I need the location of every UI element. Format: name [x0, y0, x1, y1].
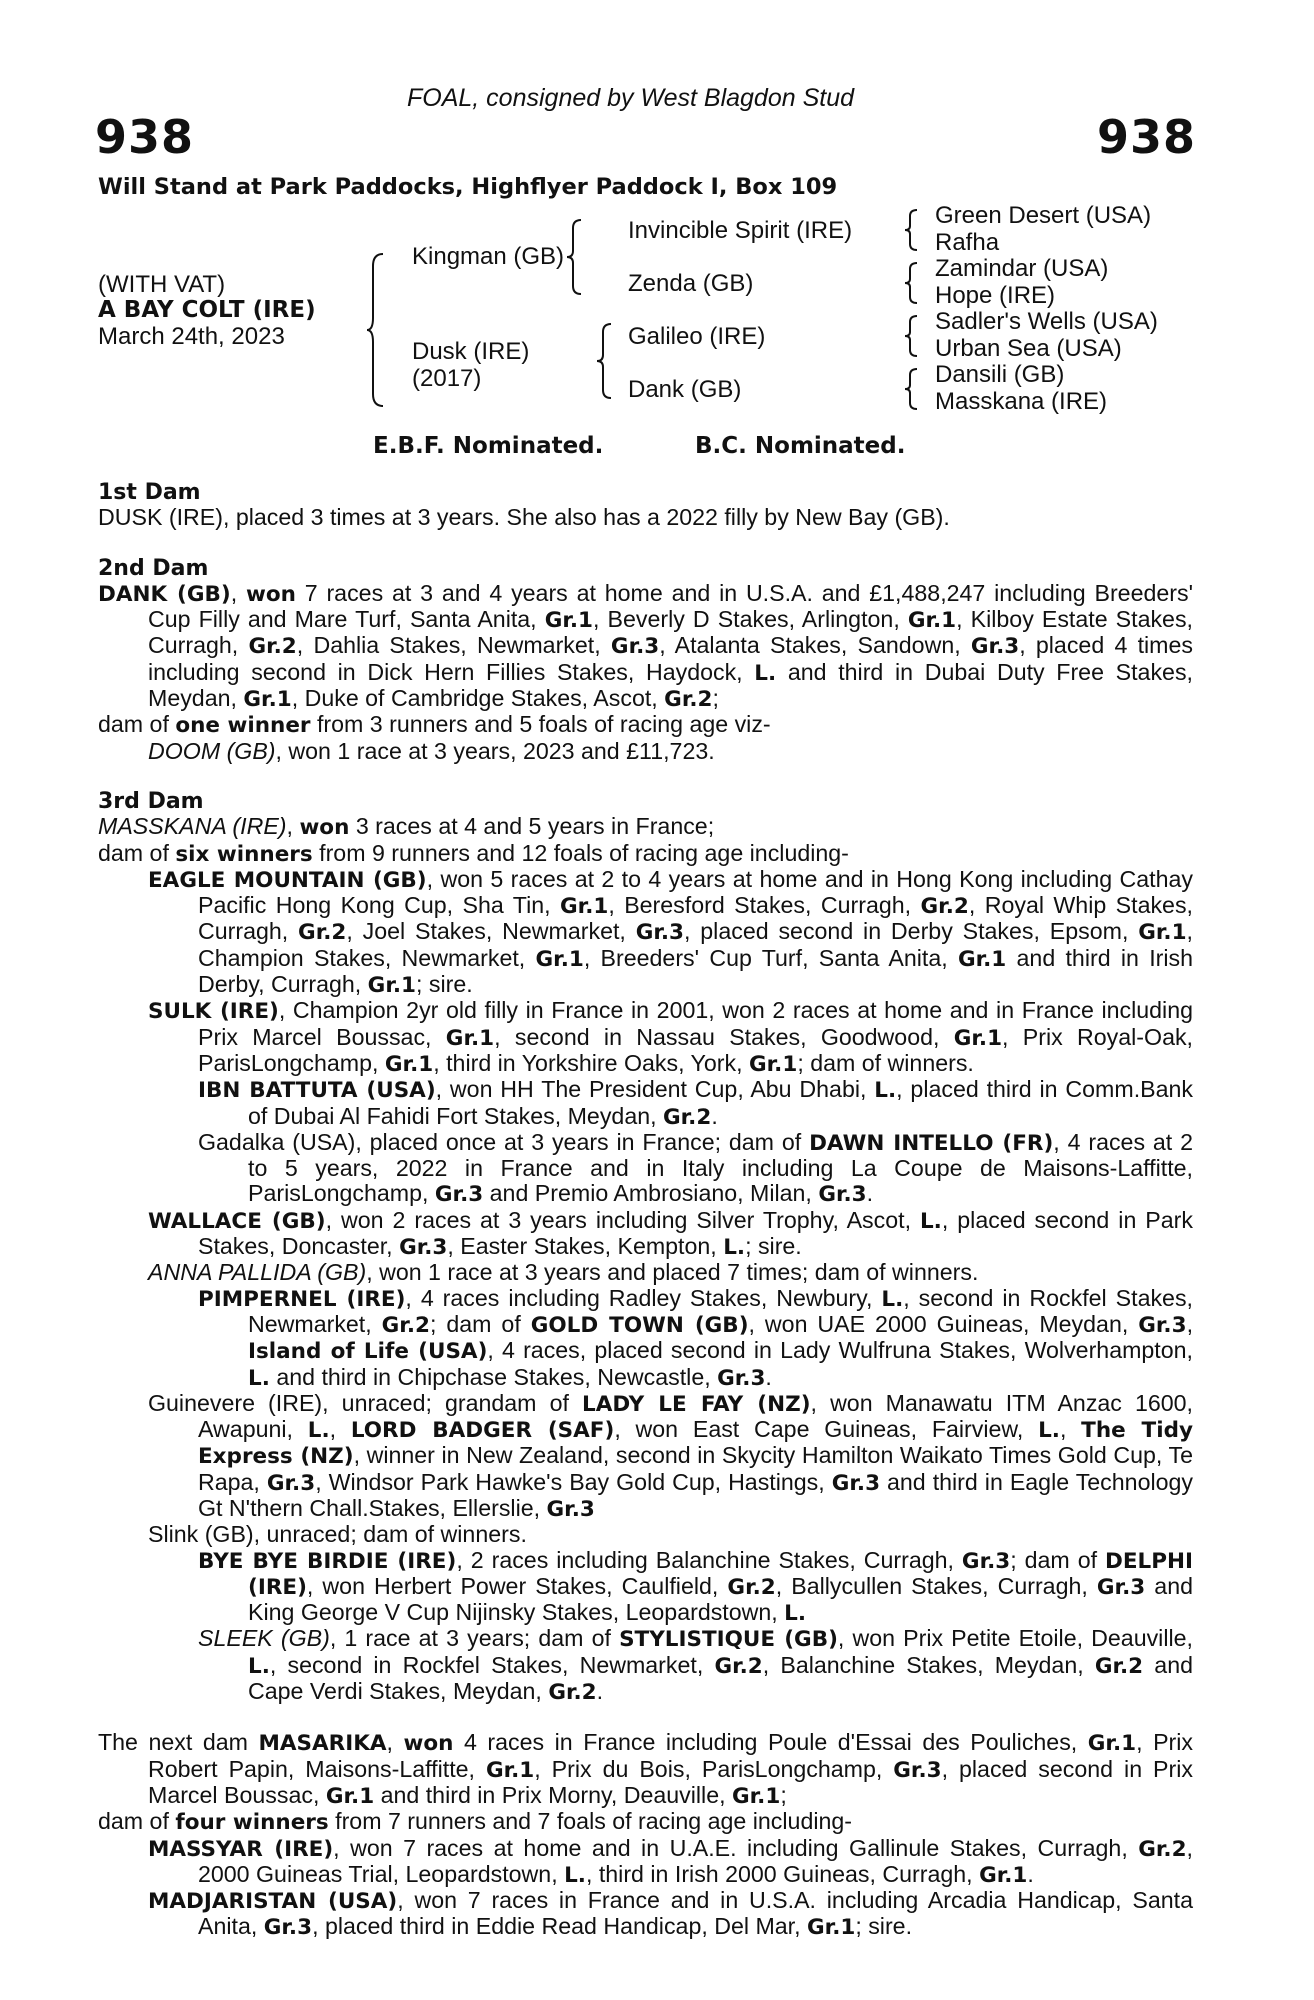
third-dam-paragraph: IBN BATTUTA (USA), won HH The President Cup, Abu Dhabi, L., placed third in Comm.Bank of Dubai Al Fahidi Fort Stakes, Meydan, Gr.2.: [198, 1076, 1193, 1130]
third-dam-heading: 3rd Dam: [98, 788, 204, 814]
pedigree-brace-ds: [903, 314, 921, 358]
second-dam-paragraph: DOOM (GB), won 1 race at 3 years, 2023 and £11,723.: [148, 737, 715, 764]
third-dam-section: [98, 814, 1193, 1705]
first-dam-heading: 1st Dam: [98, 480, 201, 505]
bc-nomination: B.C. Nominated.: [695, 433, 906, 459]
third-dam-paragraph: MASSKANA (IRE), won 3 races at 4 and 5 years in France;: [98, 813, 715, 841]
third-dam-paragraph: BYE BYE BIRDIE (IRE), 2 races including Balanchine Stakes, Curragh, Gr.3; dam of DELPHI (IRE), won Herbert Power Stakes, Caulfield, Gr.2, Ballycullen Stakes, Curragh, Gr.3 and King George V Cup Nijinsky Stakes, Leopardstown, L.: [198, 1546, 1193, 1627]
pedigree-brace-main: [365, 252, 387, 408]
third-dam-paragraph: ANNA PALLIDA (GB), won 1 race at 3 years and placed 7 times; dam of winners.: [148, 1259, 979, 1286]
pedigree-dam-year: (2017): [412, 365, 482, 392]
third-dam-paragraph: Guinevere (IRE), unraced; grandam of LADY LE FAY (NZ), won Manawatu ITM Anzac 1600, Awapuni, L., LORD BADGER (SAF), won East Cape Guineas, Fairview, L., The Tidy Express (NZ), winner in New Zealand, second in Skycity Hamilton Waikato Times Gold Cup, Te Rapa, Gr.3, Windsor Park Hawke's Bay Gold Cup, Hastings, Gr.3 and third in Eagle Technology Gt N'thern Chall.Stakes, Ellerslie, Gr.3: [148, 1389, 1193, 1522]
horse-name: A BAY COLT (IRE): [98, 297, 316, 323]
stand-location: Will Stand at Park Paddocks, Highflyer Paddock I, Box 109: [98, 174, 838, 200]
pedigree-brace-sire: [565, 218, 585, 296]
pedigree-brace-dd: [903, 367, 921, 411]
pedigree-sire-sire: Invincible Spirit (IRE): [628, 217, 853, 244]
pedigree-dss: Sadler's Wells (USA): [935, 308, 1158, 335]
lot-number-right: 938: [1096, 110, 1196, 164]
pedigree-sire: Kingman (GB): [412, 243, 565, 270]
ebf-nomination: E.B.F. Nominated.: [373, 433, 604, 459]
next-dam-paragraph: dam of four winners from 7 runners and 7 foals of racing age including-: [98, 1808, 853, 1836]
third-dam-paragraph: Slink (GB), unraced; dam of winners.: [148, 1521, 527, 1548]
pedigree-brace-dam: [595, 322, 615, 400]
second-dam-paragraph: dam of one winner from 3 runners and 5 foals of racing age viz-: [98, 711, 771, 739]
pedigree-sss: Green Desert (USA): [935, 202, 1152, 229]
next-dam-paragraph: MADJARISTAN (USA), won 7 races in France and in U.S.A. including Arcadia Handicap, Santa Anita, Gr.3, placed third in Eddie Read Handicap, Del Mar, Gr.1; sire.: [148, 1887, 1193, 1941]
catalogue-subtitle: FOAL, consigned by West Blagdon Stud: [407, 84, 855, 112]
pedigree-brace-sd: [903, 261, 921, 305]
pedigree-brace-ss: [903, 208, 921, 252]
next-dam-section: [98, 1730, 1193, 1940]
pedigree-dsd: Urban Sea (USA): [935, 335, 1122, 362]
third-dam-paragraph: dam of six winners from 9 runners and 12 foals of racing age including-: [98, 839, 849, 867]
second-dam-paragraph: DANK (GB), won 7 races at 3 and 4 years at home and in U.S.A. and £1,488,247 including Breeders' Cup Filly and Mare Turf, Santa Anita, Gr.1, Beverly D Stakes, Arlington, Gr.1, Kilboy Estate Stakes, Curragh, Gr.2, Dahlia Stakes, Newmarket, Gr.3, Atalanta Stakes, Sandown, Gr.3, placed 4 times including second in Dick Hern Fillies Stakes, Haydock, L. and third in Dubai Duty Free Stakes, Meydan, Gr.1, Duke of Cambridge Stakes, Ascot, Gr.2;: [98, 579, 1193, 713]
third-dam-paragraph: SULK (IRE), Champion 2yr old filly in France in 2001, won 2 races at home and in France including Prix Marcel Boussac, Gr.1, second in Nassau Stakes, Goodwood, Gr.1, Prix Royal-Oak, ParisLongchamp, Gr.1, third in Yorkshire Oaks, York, Gr.1; dam of winners.: [148, 997, 1193, 1077]
second-dam-section: [98, 581, 1193, 764]
catalogue-body: [98, 480, 1193, 1941]
pedigree-ssd: Rafha: [935, 229, 1000, 256]
vat-note: (WITH VAT): [98, 271, 226, 298]
lot-number-left: 938: [95, 110, 195, 164]
pedigree-sdd: Hope (IRE): [935, 282, 1056, 309]
third-dam-paragraph: SLEEK (GB), 1 race at 3 years; dam of STYLISTIQUE (GB), won Prix Petite Etoile, Deauville, L., second in Rockfel Stakes, Newmarket, Gr.2, Balanchine Stakes, Meydan, Gr.2 and Cape Verdi Stakes, Meydan, Gr.2.: [198, 1625, 1193, 1706]
pedigree-dam-dam: Dank (GB): [628, 376, 742, 403]
third-dam-paragraph: Gadalka (USA), placed once at 3 years in France; dam of DAWN INTELLO (FR), 4 races at 2 to 5 years, 2022 in France and in Italy including La Coupe de Maisons-Laffitte, ParisLongchamp, Gr.3 and Premio Ambrosiano, Milan, Gr.3.: [198, 1128, 1194, 1208]
pedigree-sire-dam: Zenda (GB): [628, 270, 754, 297]
first-dam-text: DUSK (IRE), placed 3 times at 3 years. She also has a 2022 filly by New Bay (GB).: [98, 504, 950, 531]
pedigree-sds: Zamindar (USA): [935, 255, 1109, 282]
next-dam-paragraph: The next dam MASARIKA, won 4 races in France including Poule d'Essai des Pouliches, Gr.1, Prix Robert Papin, Maisons-Laffitte, Gr.1, Prix du Bois, ParisLongchamp, Gr.3, placed second in Prix Marcel Boussac, Gr.1 and third in Prix Morny, Deauville, Gr.1;: [98, 1729, 1193, 1809]
pedigree-ddd: Masskana (IRE): [935, 388, 1108, 415]
pedigree-dam: Dusk (IRE): [412, 338, 530, 365]
second-dam-heading: 2nd Dam: [98, 555, 209, 581]
pedigree-dds: Dansili (GB): [935, 361, 1065, 388]
third-dam-paragraph: WALLACE (GB), won 2 races at 3 years including Silver Trophy, Ascot, L., placed second in Park Stakes, Doncaster, Gr.3, Easter Stakes, Kempton, L.; sire.: [148, 1206, 1193, 1261]
third-dam-paragraph: EAGLE MOUNTAIN (GB), won 5 races at 2 to 4 years at home and in Hong Kong including Cathay Pacific Hong Kong Cup, Sha Tin, Gr.1, Beresford Stakes, Curragh, Gr.2, Royal Whip Stakes, Curragh, Gr.2, Joel Stakes, Newmarket, Gr.3, placed second in Derby Stakes, Epsom, Gr.1, Champion Stakes, Newmarket, Gr.1, Breeders' Cup Turf, Santa Anita, Gr.1 and third in Irish Derby, Curragh, Gr.1; sire.: [148, 865, 1193, 999]
pedigree-dam-sire: Galileo (IRE): [628, 323, 766, 350]
foaling-date: March 24th, 2023: [98, 323, 285, 350]
next-dam-paragraph: MASSYAR (IRE), won 7 races at home and in U.A.E. including Gallinule Stakes, Curragh, Gr.2, 2000 Guineas Trial, Leopardstown, L., third in Irish 2000 Guineas, Curragh, Gr.1.: [148, 1834, 1193, 1888]
third-dam-paragraph: PIMPERNEL (IRE), 4 races including Radley Stakes, Newbury, L., second in Rockfel Stakes, Newmarket, Gr.2; dam of GOLD TOWN (GB), won UAE 2000 Guineas, Meydan, Gr.3, Island of Life (USA), 4 races, placed second in Lady Wulfruna Stakes, Wolverhampton, L. and third in Chipchase Stakes, Newcastle, Gr.3.: [198, 1284, 1194, 1391]
